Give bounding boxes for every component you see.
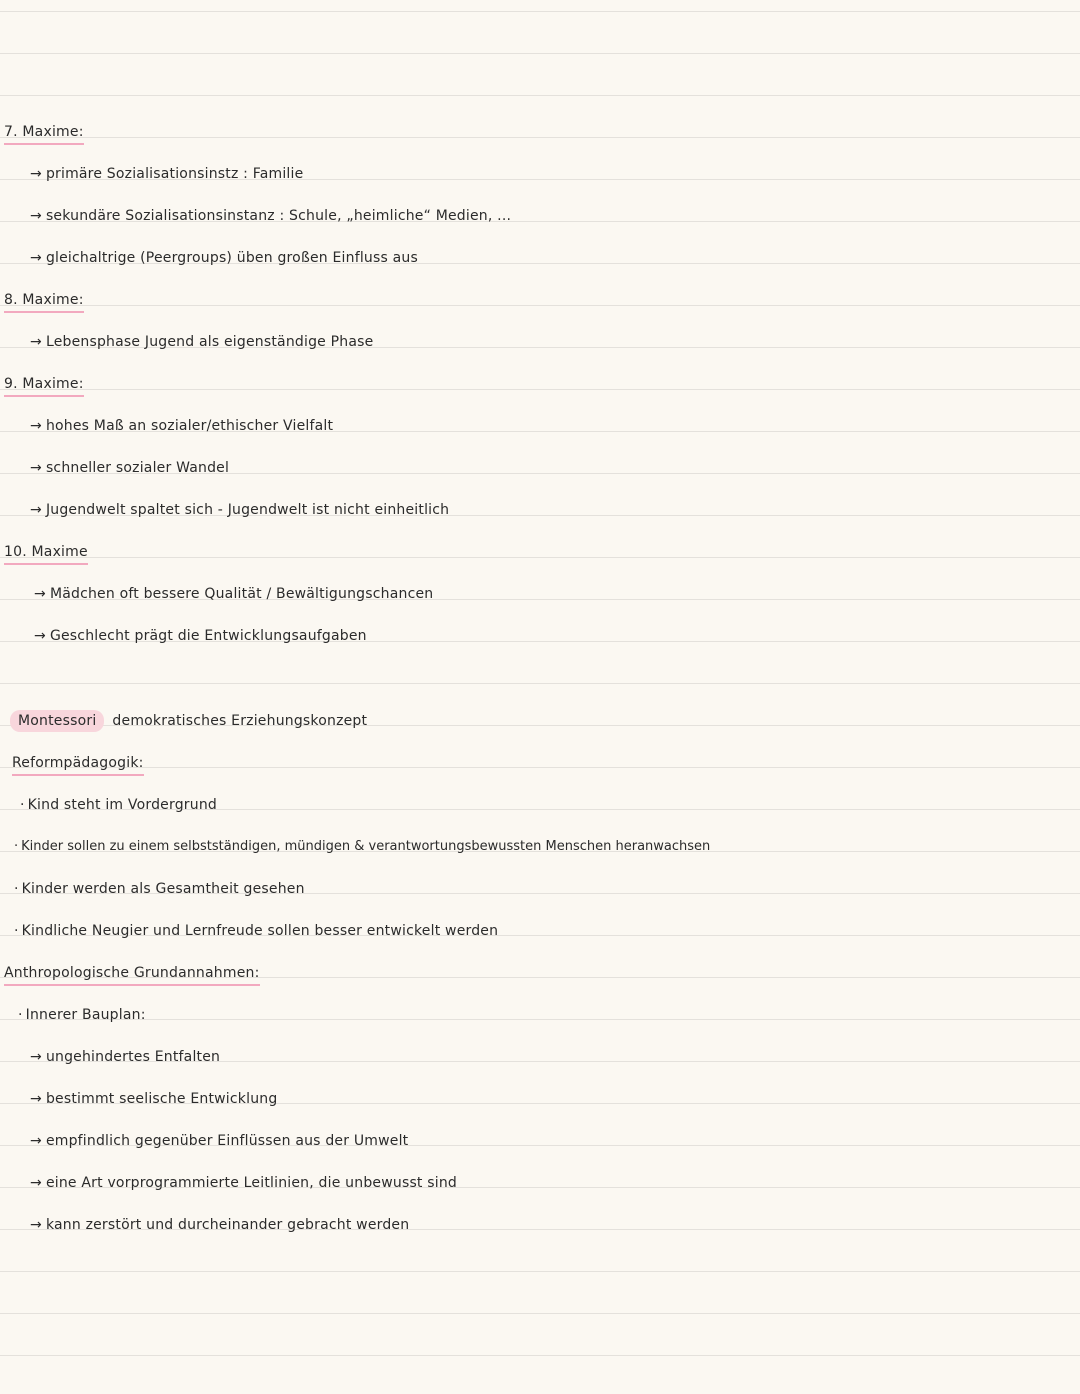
note-text: kann zerstört und durcheinander gebracht werden (45, 1217, 410, 1233)
maxime-7-item-3 (30, 248, 418, 268)
anthro-item-1 (30, 1047, 220, 1067)
note-text: gleichaltrige (Peergroups) üben großen Einfluss aus (45, 250, 418, 266)
maxime-9-item-1 (30, 416, 333, 436)
anthro-heading (4, 963, 260, 986)
arrow-right-icon: → (30, 334, 42, 350)
reform-item-4 (14, 921, 498, 941)
note-text: Innerer Bauplan: (25, 1007, 146, 1023)
maxime-9-heading (4, 374, 84, 397)
anthro-item-5 (30, 1215, 409, 1235)
note-text: empfindlich gegenüber Einflüssen aus der Umwelt (45, 1133, 409, 1149)
reform-item-2 (14, 837, 710, 857)
montessori-line (10, 710, 367, 732)
arrow-right-icon: → (30, 1049, 42, 1065)
note-text: Kind steht im Vordergrund (27, 797, 217, 813)
arrow-right-icon: → (30, 166, 42, 182)
reform-item-1 (20, 795, 217, 815)
arrow-right-icon: → (30, 1133, 42, 1149)
anthro-item-4 (30, 1173, 457, 1193)
maxime-10-title: 10. Maxime (4, 542, 88, 565)
arrow-right-icon: → (30, 1217, 42, 1233)
maxime-8-item-1 (30, 332, 373, 352)
note-text: Geschlecht prägt die Entwicklungsaufgaben (49, 628, 367, 644)
anthro-title: Anthropologische Grundannahmen: (4, 963, 260, 986)
maxime-8-title: 8. Maxime: (4, 290, 84, 313)
maxime-8-heading (4, 290, 84, 313)
note-text: Jugendwelt spaltet sich - Jugendwelt ist nicht einheitlich (45, 502, 450, 518)
note-text: Lebensphase Jugend als eigenständige Phase (45, 334, 374, 350)
bullet-dot-icon: · (14, 839, 19, 854)
bullet-dot-icon: · (18, 1007, 23, 1023)
anthro-item-2 (30, 1089, 277, 1109)
bullet-dot-icon: · (14, 923, 19, 939)
note-text: Kinder sollen zu einem selbstständigen, mündigen & verantwortungsbewussten Menschen heranwachsen (21, 839, 711, 854)
montessori-text: demokratisches Erziehungskonzept (112, 713, 368, 729)
arrow-right-icon: → (30, 418, 42, 434)
note-text: hohes Maß an sozialer/ethischer Vielfalt (45, 418, 334, 434)
arrow-right-icon: → (30, 1091, 42, 1107)
note-text: Kindliche Neugier und Lernfreude sollen besser entwickelt werden (21, 923, 499, 939)
arrow-right-icon: → (30, 250, 42, 266)
note-text: Kinder werden als Gesamtheit gesehen (21, 881, 305, 897)
maxime-10-heading (4, 542, 88, 565)
maxime-7-heading (4, 122, 84, 145)
maxime-7-title: 7. Maxime: (4, 122, 84, 145)
arrow-right-icon: → (30, 208, 42, 224)
arrow-right-icon: → (30, 460, 42, 476)
note-text: bestimmt seelische Entwicklung (45, 1091, 278, 1107)
maxime-7-item-1 (30, 164, 303, 184)
maxime-7-item-2 (30, 206, 511, 226)
montessori-highlight: Montessori (10, 710, 104, 732)
arrow-right-icon: → (30, 502, 42, 518)
note-text: eine Art vorprogrammierte Leitlinien, die unbewusst sind (45, 1175, 458, 1191)
note-text: sekundäre Sozialisationsinstanz : Schule, „heimliche“ Medien, ... (45, 208, 512, 224)
note-text: Mädchen oft bessere Qualität / Bewältigungschancen (49, 586, 434, 602)
bullet-dot-icon: · (20, 797, 25, 813)
reform-heading (12, 753, 144, 776)
maxime-9-item-2 (30, 458, 229, 478)
arrow-right-icon: → (34, 586, 46, 602)
note-text: schneller sozialer Wandel (45, 460, 230, 476)
maxime-9-item-3 (30, 500, 449, 520)
maxime-9-title: 9. Maxime: (4, 374, 84, 397)
bullet-dot-icon: · (14, 881, 19, 897)
anthro-item-3 (30, 1131, 408, 1151)
maxime-10-item-2 (34, 626, 367, 646)
note-text: primäre Sozialisationsinstz : Familie (45, 166, 304, 182)
reform-title: Reformpädagogik: (12, 753, 144, 776)
arrow-right-icon: → (30, 1175, 42, 1191)
note-text: ungehindertes Entfalten (45, 1049, 221, 1065)
arrow-right-icon: → (34, 628, 46, 644)
anthro-subheading (18, 1005, 146, 1025)
maxime-10-item-1 (34, 584, 433, 604)
reform-item-3 (14, 879, 305, 899)
